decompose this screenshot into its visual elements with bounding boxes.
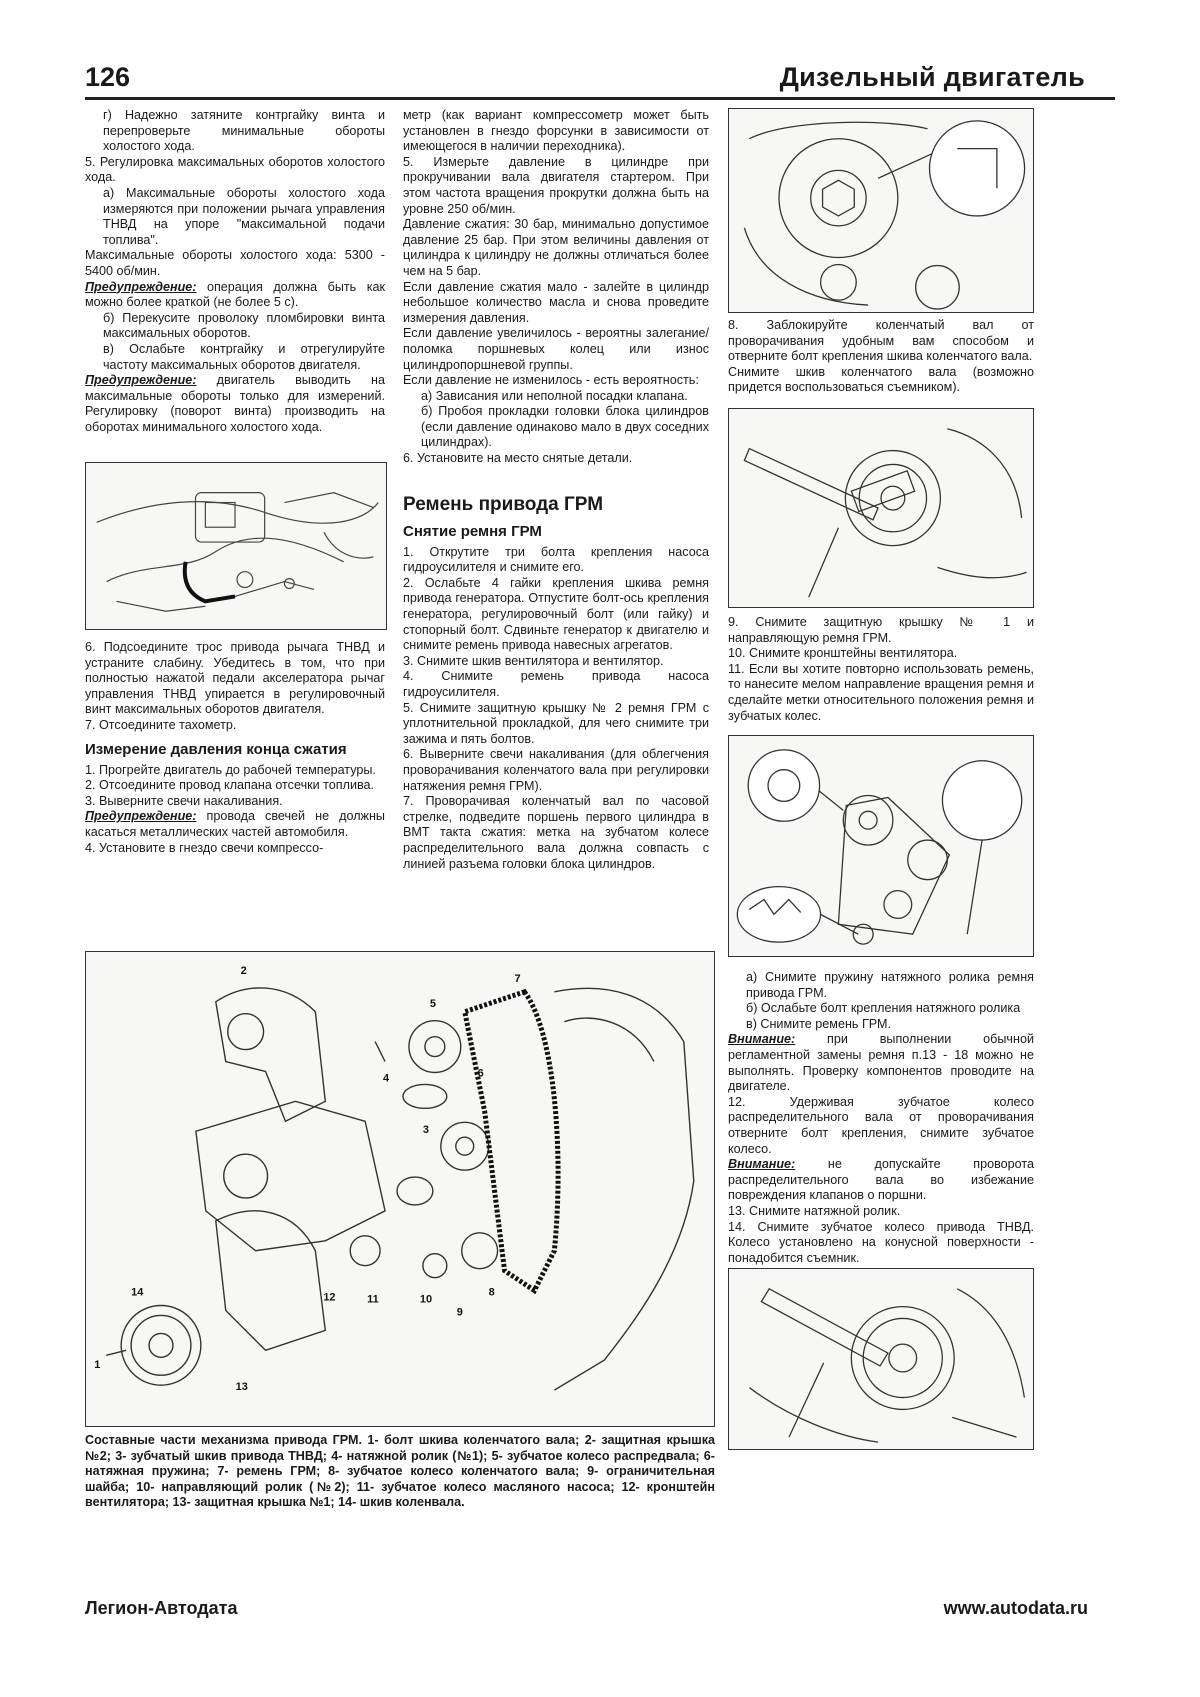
paragraph: 7. Отсоедините тахометр. — [85, 717, 237, 732]
paragraph: а) Зависания или неполной посадки клапана. — [421, 388, 688, 403]
warning-text: при выполнении обычной регламентной замены ремня п.13 - 18 можно не выполнять. Проверку компонентов проводите на двигателе. — [728, 1032, 1034, 1094]
paragraph: 6. Подсоедините трос привода рычага ТНВД и устраните слабину. Убедитесь в том, что при полностью нажатой педали акселератора рычаг управления ТНВД упирается в регулировочный винт максимальных оборотов двигателя. — [85, 640, 385, 717]
timing-belt-heading: Ремень привода ГРМ — [403, 493, 604, 515]
paragraph: 2. Ослабьте 4 гайки крепления шкива ремня привода генератора. Отпустите болт-ось крепления генератора, регулировочный болт (или гайку) и стопорный болт. Сдвиньте генератор к двигателю и снимите ремень привода навесных агрегатов. — [403, 575, 709, 653]
paragraph: 5. Регулировка максимальных оборотов холостого хода. — [85, 154, 385, 185]
warning-note — [728, 1157, 1034, 1204]
belt-removal-heading: Снятие ремня ГРМ — [403, 522, 542, 540]
paragraph: 4. Установите в гнездо свечи компрессо- — [85, 840, 324, 855]
callout-10: 10 — [419, 1293, 433, 1306]
warning-text: операция должна быть как можно более краткой (не более 5 с). — [85, 279, 385, 310]
warning-text: не допускайте проворота распределительного вала во избежание повреждения клапанов о поршни. — [728, 1157, 1034, 1203]
paragraph: 3. Снимите шкив вентилятора и вентилятор. — [403, 653, 664, 668]
publisher-website[interactable]: www.autodata.ru — [943, 1598, 1088, 1618]
paragraph: 9. Снимите защитную крышку № 1 и направляющую ремня ГРМ. — [728, 615, 1034, 645]
pump-gear-removal-figure — [728, 1268, 1034, 1450]
publisher-name: Легион-Автодата — [85, 1598, 238, 1618]
column-1-bottom — [85, 640, 385, 856]
callout-5: 5 — [429, 997, 436, 1010]
column-3-top — [728, 318, 1034, 396]
compression-heading: Измерение давления конца сжатия — [85, 740, 347, 758]
paragraph: а) Снимите пружину натяжного ролика ремня привода ГРМ. — [746, 970, 1034, 1000]
paragraph: 4. Снимите ремень привода насоса гидроусилителя. — [403, 669, 709, 699]
paragraph: 13. Снимите натяжной ролик. — [728, 1203, 901, 1218]
timing-drive-exploded-diagram — [85, 951, 715, 1427]
paragraph: 5. Снимите защитную крышку № 2 ремня ГРМ с уплотнительной прокладкой, для чего снимите три зажима и пять болтов. — [403, 700, 709, 746]
callout-12: 12 — [323, 1291, 336, 1304]
paragraph: 6. Выверните свечи накаливания (для облегчения проворачивания коленчатого вала при регулировки натяжения ремня ГРМ). — [403, 747, 709, 793]
callout-13: 13 — [235, 1381, 248, 1394]
paragraph: 14. Снимите зубчатое колесо привода ТНВД. Колесо установлено на конусной поверхности - понадобится съемник. — [728, 1219, 1034, 1265]
fuel-pump-linkage-drawing — [86, 463, 386, 629]
paragraph: 8. Заблокируйте коленчатый вал от проворачивания удобным вам способом и отверните болт крепления шкива коленчатого вала. — [728, 318, 1034, 364]
paragraph: 7. Проворачивая коленчатый вал по часовой стрелке, подведите поршень первого цилиндра в ВМТ такта сжатия: метка на зубчатом колесе распределительного вала должна совпасть с линией разъема головки блока цилиндров. — [403, 794, 709, 871]
diagram-caption: Составные части механизма привода ГРМ. 1- болт шкива коленчатого вала; 2- защитная крышка №2; 3- зубчатый шкив привода ТНВД; 4- натяжной ролик (№1); 5- зубчатое колесо распредвала; 6- натяжная пружина; 7- ремень ГРМ; 8- зубчатое колесо коленчатого вала; 9- ограничительная шайба; 10- направляющий ролик (№2); 11- зубчатое колесо масляного насоса; 12- кронштейн вентилятора; 13- защитная крышка №1; 14- шкив коленвала. — [85, 1433, 715, 1510]
warning-note — [85, 809, 385, 840]
column-3-middle — [728, 615, 1034, 724]
callout-7: 7 — [514, 972, 521, 985]
callout-8: 8 — [488, 1286, 495, 1299]
paragraph: б) Ослабьте болт крепления натяжного ролика — [746, 1001, 1021, 1016]
warning-label: Внимание: — [728, 1032, 796, 1047]
crankshaft-mark-figure — [728, 108, 1034, 313]
paragraph: 6. Установите на место снятые детали. — [403, 451, 633, 466]
warning-text: двигатель выводить на максимальные обороты только для измерений. Регулировку (поворот винта) производить на оборотах минимального холостого хода. — [85, 373, 385, 434]
paragraph: Давление сжатия: 30 бар, минимально допустимое давление 25 бар. При этом величины давления от цилиндра к цилиндру не должны отличаться более чем на 5 бар. — [403, 217, 709, 278]
warning-label: Предупреждение: — [85, 809, 197, 824]
paragraph: 1. Открутите три болта крепления насоса гидроусилителя и снимите его. — [403, 544, 709, 575]
callout-9: 9 — [456, 1306, 463, 1319]
paragraph: б) Пробоя прокладки головки блока цилиндров (если давление одинаково мало в двух соседних цилиндрах). — [421, 404, 709, 450]
fuel-pump-linkage-figure — [85, 462, 387, 630]
paragraph: в) Ослабьте контргайку и отрегулируйте частоту максимальных оборотов двигателя. — [103, 341, 385, 372]
paragraph: Если давление увеличилось - вероятны залегание/поломка поршневых колец или износ цилиндропоршневой группы. — [403, 326, 709, 372]
paragraph: а) Максимальные обороты холостого хода измеряются при положении рычага управления ТНВД на упоре "максимальной подачи топлива". — [103, 185, 385, 247]
belt-marks-drawing — [729, 736, 1033, 956]
callout-11: 11 — [367, 1293, 379, 1306]
callout-3: 3 — [422, 1124, 429, 1137]
callout-6: 6 — [477, 1067, 484, 1080]
callout-1: 1 — [94, 1359, 101, 1372]
timing-drive-drawing — [86, 952, 714, 1426]
paragraph: 10. Снимите кронштейны вентилятора. — [728, 646, 958, 661]
paragraph: Если давление не изменилось - есть вероятность: — [403, 373, 699, 388]
paragraph: 12. Удерживая зубчатое колесо распределительного вала от проворачивания отверните болт крепления, снимите зубчатое колесо. — [728, 1094, 1034, 1156]
callout-14: 14 — [131, 1286, 144, 1299]
callout-2: 2 — [240, 964, 247, 977]
paragraph: б) Перекусите проволоку пломбировки винта максимальных оборотов. — [103, 310, 385, 341]
header-divider — [85, 97, 1115, 100]
paragraph: Если давление сжатия мало - залейте в цилиндр небольшое количество масла и снова проведите измерения давления. — [403, 279, 709, 325]
warning-label: Предупреждение: — [85, 373, 197, 388]
callout-4: 4 — [383, 1072, 390, 1085]
paragraph: в) Снимите ремень ГРМ. — [746, 1016, 892, 1031]
warning-label: Предупреждение: — [85, 279, 197, 294]
paragraph: г) Надежно затяните контргайку винта и перепроверьте минимальные обороты холостого хода. — [103, 108, 385, 154]
column-1-top — [85, 108, 385, 435]
paragraph: 5. Измерьте давление в цилиндре при прокручивании вала двигателя стартером. При этом частота вращения прокрутки должна быть на уровне 250 об/мин. — [403, 154, 709, 216]
pulley-removal-figure — [728, 408, 1034, 608]
paragraph: 3. Выверните свечи накаливания. — [85, 793, 283, 808]
warning-label: Внимание: — [728, 1157, 796, 1172]
page-number: 126 — [85, 62, 131, 92]
pulley-removal-drawing — [729, 409, 1033, 607]
paragraph: 1. Прогрейте двигатель до рабочей температуры. — [85, 762, 376, 777]
pump-gear-removal-drawing — [729, 1269, 1033, 1449]
section-title: Дизельный двигатель — [779, 62, 1085, 92]
warning-note — [728, 1032, 1034, 1094]
warning-note — [85, 373, 385, 435]
column-2 — [403, 108, 709, 872]
belt-marks-figure — [728, 735, 1034, 957]
paragraph: 2. Отсоедините провод клапана отсечки топлива. — [85, 778, 375, 793]
warning-note — [85, 280, 385, 311]
warning-text: провода свечей не должны касаться металлических частей автомобиля. — [85, 809, 385, 839]
column-3-bottom — [728, 970, 1034, 1266]
paragraph: 11. Если вы хотите повторно использовать ремень, то нанесите мелом направление вращения ремня и сделайте метки относительного положения ремня и зубчатых колес. — [728, 661, 1034, 723]
paragraph: Максимальные обороты холостого хода: 5300 - 5400 об/мин. — [85, 248, 385, 278]
paragraph: метр (как вариант компрессометр может быть установлен в гнездо форсунки в зависимости от имеющегося в наличии переходника). — [403, 108, 709, 154]
crankshaft-mark-drawing — [729, 109, 1033, 312]
paragraph: Снимите шкив коленчатого вала (возможно придется воспользоваться съемником). — [728, 364, 1034, 395]
